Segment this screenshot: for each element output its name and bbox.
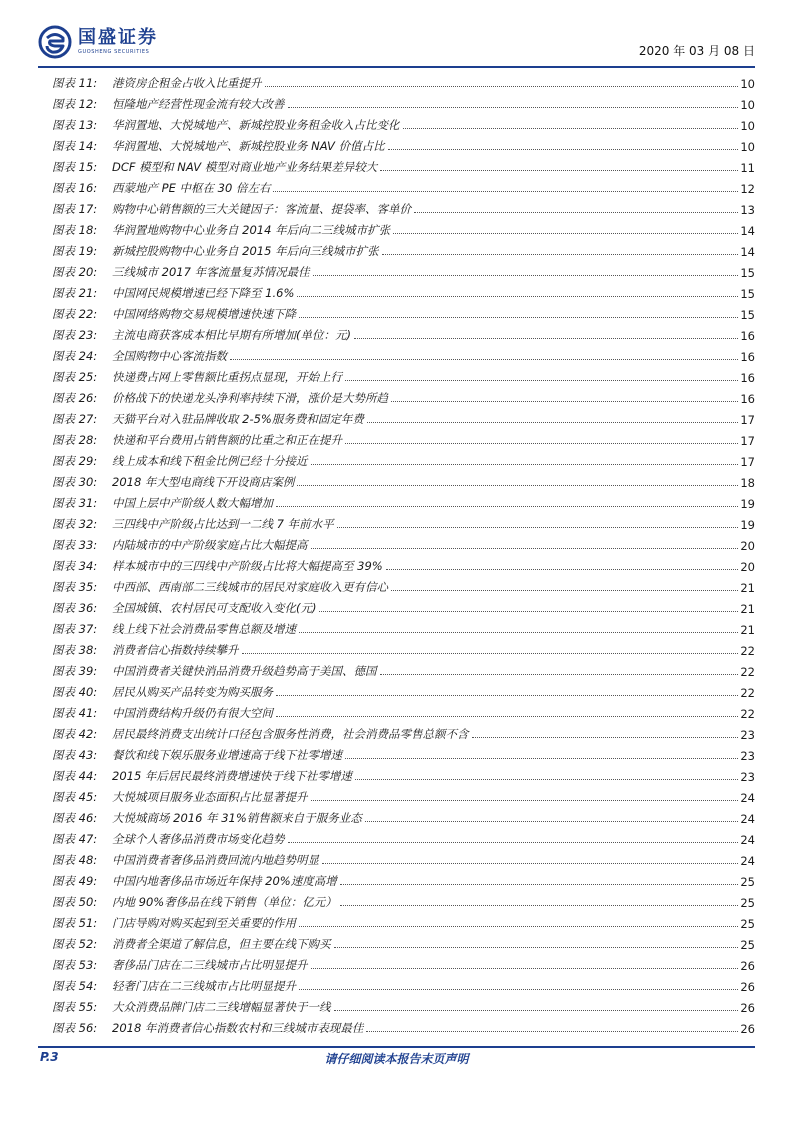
toc-entry[interactable] bbox=[52, 427, 755, 448]
toc-entry-label: 图表 45: bbox=[52, 790, 98, 804]
toc-entry[interactable] bbox=[52, 259, 755, 280]
toc-dot-leader bbox=[403, 127, 739, 129]
toc-entry-page: 24 bbox=[740, 812, 755, 826]
toc-entry[interactable] bbox=[52, 511, 755, 532]
toc-entry-page: 17 bbox=[740, 434, 755, 448]
toc-entry[interactable] bbox=[52, 133, 755, 154]
toc-entry-page: 16 bbox=[740, 350, 755, 364]
toc-entry-title: 内陆城市的中产阶级家庭占比大幅提高 bbox=[112, 538, 308, 552]
toc-dot-leader bbox=[230, 358, 738, 360]
toc-entry-page: 25 bbox=[740, 917, 755, 931]
toc-entry-label: 图表 32: bbox=[52, 517, 98, 531]
toc-entry-page: 22 bbox=[740, 665, 755, 679]
toc-entry-label: 图表 30: bbox=[52, 475, 98, 489]
toc-entry-label: 图表 22: bbox=[52, 307, 98, 321]
toc-entry-page: 19 bbox=[740, 518, 755, 532]
toc-entry-label: 图表 44: bbox=[52, 769, 98, 783]
toc-dot-leader bbox=[273, 190, 738, 192]
toc-entry-title: 天猫平台对入驻品牌收取 2-5%服务费和固定年费 bbox=[112, 412, 364, 426]
toc-entry-title: 购物中心销售额的三大关键因子：客流量、提袋率、客单价 bbox=[112, 202, 411, 216]
toc-entry[interactable] bbox=[52, 364, 755, 385]
toc-entry-page: 25 bbox=[740, 896, 755, 910]
toc-entry-page: 10 bbox=[740, 98, 755, 112]
toc-dot-leader bbox=[311, 967, 739, 969]
toc-dot-leader bbox=[380, 673, 739, 675]
toc-dot-leader bbox=[391, 400, 738, 402]
toc-entry-title: 三线城市 2017 年客流量复苏情况最佳 bbox=[112, 265, 310, 279]
toc-dot-leader bbox=[297, 484, 738, 486]
toc-entry-title: 西蒙地产 PE 中枢在 30 倍左右 bbox=[112, 181, 271, 195]
toc-entry-label: 图表 56: bbox=[52, 1021, 98, 1035]
toc-dot-leader bbox=[345, 442, 738, 444]
toc-entry[interactable] bbox=[52, 994, 755, 1015]
toc-entry-page: 22 bbox=[740, 686, 755, 700]
toc-entry-page: 10 bbox=[740, 77, 755, 91]
toc-entry[interactable] bbox=[52, 952, 755, 973]
toc-dot-leader bbox=[299, 925, 738, 927]
toc-entry[interactable] bbox=[52, 238, 755, 259]
toc-dot-leader bbox=[313, 274, 739, 276]
toc-entry-page: 21 bbox=[740, 623, 755, 637]
toc-entry-title: 华润置地购物中心业务自 2014 年后向二三线城市扩张 bbox=[112, 223, 391, 237]
toc-entry-page: 10 bbox=[740, 140, 755, 154]
brand-logo bbox=[38, 22, 158, 62]
toc-entry-page: 21 bbox=[740, 581, 755, 595]
toc-entry-label: 图表 40: bbox=[52, 685, 98, 699]
toc-entry-page: 16 bbox=[740, 392, 755, 406]
toc-entry-label: 图表 38: bbox=[52, 643, 98, 657]
toc-entry[interactable] bbox=[52, 700, 755, 721]
toc-entry-page: 15 bbox=[740, 308, 755, 322]
toc-entry-label: 图表 13: bbox=[52, 118, 98, 132]
toc-entry-label: 图表 31: bbox=[52, 496, 98, 510]
toc-entry-title: 新城控股购物中心业务自 2015 年后向三线城市扩张 bbox=[112, 244, 379, 258]
toc-entry-title: 华润置地、大悦城地产、新城控股业务租金收入占比变化 bbox=[112, 118, 400, 132]
toc-entry-title: 餐饮和线下娱乐服务业增速高于线下社零增速 bbox=[112, 748, 342, 762]
page-number: P.3 bbox=[40, 1050, 59, 1064]
toc-dot-leader bbox=[367, 421, 738, 423]
toc-entry[interactable] bbox=[52, 616, 755, 637]
toc-dot-leader bbox=[345, 379, 738, 381]
toc-entry-label: 图表 33: bbox=[52, 538, 98, 552]
toc-entry[interactable] bbox=[52, 322, 755, 343]
toc-dot-leader bbox=[334, 1009, 739, 1011]
toc-dot-leader bbox=[242, 652, 739, 654]
toc-entry-title: 主流电商获客成本相比早期有所增加(单位：元) bbox=[112, 328, 351, 342]
toc-entry-title: 快递和平台费用占销售额的比重之和正在提升 bbox=[112, 433, 342, 447]
toc-entry-label: 图表 18: bbox=[52, 223, 98, 237]
toc-entry-label: 图表 53: bbox=[52, 958, 98, 972]
toc-entry-page: 12 bbox=[740, 182, 755, 196]
toc-entry-label: 图表 12: bbox=[52, 97, 98, 111]
toc-entry[interactable] bbox=[52, 490, 755, 511]
toc-entry[interactable] bbox=[52, 196, 755, 217]
toc-entry[interactable] bbox=[52, 847, 755, 868]
toc-entry-title: 快递费占网上零售额比重拐点显现，开始上行 bbox=[112, 370, 342, 384]
toc-entry[interactable] bbox=[52, 217, 755, 238]
toc-dot-leader bbox=[472, 736, 739, 738]
toc-entry[interactable] bbox=[52, 910, 755, 931]
toc-entry-label: 图表 16: bbox=[52, 181, 98, 195]
toc-entry-label: 图表 42: bbox=[52, 727, 98, 741]
toc-entry-title: 三四线中产阶级占比达到一二线 7 年前水平 bbox=[112, 517, 334, 531]
toc-entry-label: 图表 17: bbox=[52, 202, 98, 216]
toc-entry-title: 全国购物中心客流指数 bbox=[112, 349, 227, 363]
report-date: 2020 年 03 月 08 日 bbox=[638, 44, 755, 58]
toc-entry-title: 中国网民规模增速已经下降至 1.6% bbox=[112, 286, 295, 300]
toc-dot-leader bbox=[276, 715, 738, 717]
toc-dot-leader bbox=[311, 547, 739, 549]
toc-entry-label: 图表 26: bbox=[52, 391, 98, 405]
toc-entry[interactable] bbox=[52, 574, 755, 595]
toc-entry-page: 11 bbox=[740, 161, 755, 175]
toc-entry[interactable] bbox=[52, 931, 755, 952]
toc-entry-label: 图表 47: bbox=[52, 832, 98, 846]
toc-entry-label: 图表 48: bbox=[52, 853, 98, 867]
toc-entry-title: 大众消费品牌门店二三线增幅显著快于一线 bbox=[112, 1000, 331, 1014]
toc-entry-page: 26 bbox=[740, 1022, 755, 1036]
toc-dot-leader bbox=[340, 883, 739, 885]
toc-entry-label: 图表 19: bbox=[52, 244, 98, 258]
toc-entry-title: 中国消费者奢侈品消费回流内地趋势明显 bbox=[112, 853, 319, 867]
toc-entry-title: 恒隆地产经营性现金流有较大改善 bbox=[112, 97, 285, 111]
disclaimer-note: 请仔细阅读本报告末页声明 bbox=[324, 1052, 469, 1066]
guosheng-logo-icon bbox=[38, 25, 72, 59]
toc-dot-leader bbox=[382, 253, 739, 255]
toc-entry-page: 26 bbox=[740, 1001, 755, 1015]
toc-dot-leader bbox=[391, 589, 738, 591]
toc-dot-leader bbox=[355, 778, 738, 780]
toc-entry-page: 17 bbox=[740, 455, 755, 469]
toc-entry-page: 15 bbox=[740, 266, 755, 280]
toc-entry-title: 内地 90%奢侈品在线下销售（单位：亿元） bbox=[112, 895, 337, 909]
toc-entry-title: 线上线下社会消费品零售总额及增速 bbox=[112, 622, 296, 636]
brand-name-cn: 国盛证券 bbox=[78, 27, 158, 48]
toc-entry-label: 图表 54: bbox=[52, 979, 98, 993]
toc-entry-page: 10 bbox=[740, 119, 755, 133]
toc-entry-label: 图表 29: bbox=[52, 454, 98, 468]
toc-dot-leader bbox=[299, 631, 738, 633]
toc-entry-page: 15 bbox=[740, 287, 755, 301]
toc-dot-leader bbox=[299, 988, 738, 990]
toc-entry[interactable] bbox=[52, 1015, 755, 1036]
toc-entry[interactable] bbox=[52, 784, 755, 805]
toc-entry-title: 样本城市中的三四线中产阶级占比将大幅提高至 39% bbox=[112, 559, 383, 573]
toc-entry-page: 14 bbox=[740, 224, 755, 238]
toc-entry-page: 17 bbox=[740, 413, 755, 427]
toc-entry-label: 图表 21: bbox=[52, 286, 98, 300]
toc-entry-label: 图表 43: bbox=[52, 748, 98, 762]
toc-entry[interactable] bbox=[52, 637, 755, 658]
toc-entry[interactable] bbox=[52, 868, 755, 889]
toc-dot-leader bbox=[365, 820, 739, 822]
toc-entry[interactable] bbox=[52, 763, 755, 784]
toc-dot-leader bbox=[265, 85, 739, 87]
toc-entry[interactable] bbox=[52, 385, 755, 406]
toc-entry-title: 2018 年消费者信心指数农村和三线城市表现最佳 bbox=[112, 1021, 364, 1035]
toc-entry-title: 全球个人奢侈品消费市场变化趋势 bbox=[112, 832, 285, 846]
toc-entry-label: 图表 24: bbox=[52, 349, 98, 363]
figure-list bbox=[52, 70, 755, 1036]
toc-entry-label: 图表 15: bbox=[52, 160, 98, 174]
toc-entry-title: 奢侈品门店在二三线城市占比明显提升 bbox=[112, 958, 308, 972]
toc-entry-label: 图表 11: bbox=[52, 76, 98, 90]
toc-entry[interactable] bbox=[52, 532, 755, 553]
toc-entry[interactable] bbox=[52, 595, 755, 616]
toc-entry-label: 图表 28: bbox=[52, 433, 98, 447]
toc-entry-title: 大悦城商场 2016 年 31%销售额来自于服务业态 bbox=[112, 811, 362, 825]
toc-entry-title: 华润置地、大悦城地产、新城控股业务 NAV 价值占比 bbox=[112, 139, 385, 153]
toc-entry-title: DCF 模型和 NAV 模型对商业地产业务结果差异较大 bbox=[112, 160, 378, 174]
toc-dot-leader bbox=[322, 862, 738, 864]
toc-entry-label: 图表 27: bbox=[52, 412, 98, 426]
toc-entry-label: 图表 46: bbox=[52, 811, 98, 825]
toc-entry-page: 14 bbox=[740, 245, 755, 259]
toc-dot-leader bbox=[414, 211, 738, 213]
toc-entry-label: 图表 23: bbox=[52, 328, 98, 342]
toc-entry-label: 图表 52: bbox=[52, 937, 98, 951]
toc-dot-leader bbox=[337, 526, 739, 528]
toc-entry-title: 全国城镇、农村居民可支配收入变化(元) bbox=[112, 601, 317, 615]
toc-entry-page: 13 bbox=[740, 203, 755, 217]
toc-entry[interactable] bbox=[52, 70, 755, 91]
toc-entry-page: 24 bbox=[740, 833, 755, 847]
toc-entry-title: 居民从购买产品转变为购买服务 bbox=[112, 685, 273, 699]
toc-entry-label: 图表 36: bbox=[52, 601, 98, 615]
toc-dot-leader bbox=[354, 337, 738, 339]
toc-entry-page: 20 bbox=[740, 539, 755, 553]
toc-dot-leader bbox=[299, 316, 738, 318]
toc-dot-leader bbox=[366, 1030, 738, 1032]
toc-entry[interactable] bbox=[52, 280, 755, 301]
toc-entry-page: 25 bbox=[740, 938, 755, 952]
toc-dot-leader bbox=[380, 169, 738, 171]
toc-dot-leader bbox=[345, 757, 738, 759]
toc-dot-leader bbox=[288, 841, 739, 843]
toc-entry-title: 中西部、西南部二三线城市的居民对家庭收入更有信心 bbox=[112, 580, 388, 594]
toc-entry-page: 22 bbox=[740, 707, 755, 721]
toc-dot-leader bbox=[334, 946, 739, 948]
toc-entry-page: 21 bbox=[740, 602, 755, 616]
toc-entry-label: 图表 35: bbox=[52, 580, 98, 594]
toc-entry-page: 18 bbox=[740, 476, 755, 490]
toc-entry[interactable] bbox=[52, 469, 755, 490]
toc-entry-title: 中国内地奢侈品市场近年保持 20%速度高增 bbox=[112, 874, 337, 888]
toc-dot-leader bbox=[276, 505, 738, 507]
toc-entry[interactable] bbox=[52, 553, 755, 574]
toc-entry[interactable] bbox=[52, 805, 755, 826]
toc-entry-label: 图表 55: bbox=[52, 1000, 98, 1014]
toc-entry-title: 线上成本和线下租金比例已经十分接近 bbox=[112, 454, 308, 468]
toc-entry-title: 大悦城项目服务业态面积占比显著提升 bbox=[112, 790, 308, 804]
toc-entry-title: 港资房企租金占收入比重提升 bbox=[112, 76, 262, 90]
toc-entry[interactable] bbox=[52, 973, 755, 994]
toc-dot-leader bbox=[311, 463, 739, 465]
brand-name-en: GUOSHENG SECURITIES bbox=[78, 49, 150, 55]
toc-dot-leader bbox=[276, 694, 738, 696]
toc-entry[interactable] bbox=[52, 448, 755, 469]
toc-entry-page: 16 bbox=[740, 371, 755, 385]
toc-entry[interactable] bbox=[52, 301, 755, 322]
toc-entry[interactable] bbox=[52, 343, 755, 364]
toc-entry-title: 消费者全渠道了解信息，但主要在线下购买 bbox=[112, 937, 331, 951]
toc-dot-leader bbox=[388, 148, 739, 150]
toc-entry[interactable] bbox=[52, 406, 755, 427]
toc-dot-leader bbox=[386, 568, 739, 570]
toc-entry-label: 图表 20: bbox=[52, 265, 98, 279]
toc-entry-title: 价格战下的快递龙头净利率持续下滑，涨价是大势所趋 bbox=[112, 391, 388, 405]
toc-entry-title: 中国网络购物交易规模增速快速下降 bbox=[112, 307, 296, 321]
toc-entry-page: 19 bbox=[740, 497, 755, 511]
toc-entry-label: 图表 51: bbox=[52, 916, 98, 930]
toc-entry[interactable] bbox=[52, 889, 755, 910]
toc-dot-leader bbox=[311, 799, 739, 801]
footer-divider bbox=[38, 1046, 755, 1048]
header-divider bbox=[38, 66, 755, 68]
toc-entry-page: 23 bbox=[740, 728, 755, 742]
toc-entry-page: 23 bbox=[740, 770, 755, 784]
toc-entry-title: 中国消费者关键快消品消费升级趋势高于美国、德国 bbox=[112, 664, 377, 678]
toc-entry[interactable] bbox=[52, 826, 755, 847]
toc-entry-label: 图表 14: bbox=[52, 139, 98, 153]
toc-entry-page: 22 bbox=[740, 644, 755, 658]
toc-entry[interactable] bbox=[52, 742, 755, 763]
toc-dot-leader bbox=[288, 106, 739, 108]
toc-entry[interactable] bbox=[52, 175, 755, 196]
toc-entry-label: 图表 49: bbox=[52, 874, 98, 888]
toc-entry[interactable] bbox=[52, 154, 755, 175]
toc-entry-page: 24 bbox=[740, 791, 755, 805]
toc-dot-leader bbox=[297, 295, 738, 297]
toc-entry-label: 图表 37: bbox=[52, 622, 98, 636]
toc-entry-page: 25 bbox=[740, 875, 755, 889]
toc-entry[interactable] bbox=[52, 679, 755, 700]
toc-entry-label: 图表 34: bbox=[52, 559, 98, 573]
toc-entry-page: 16 bbox=[740, 329, 755, 343]
toc-entry-page: 24 bbox=[740, 854, 755, 868]
toc-entry[interactable] bbox=[52, 721, 755, 742]
toc-entry-page: 20 bbox=[740, 560, 755, 574]
toc-entry-title: 中国消费结构升级仍有很大空间 bbox=[112, 706, 273, 720]
toc-entry-title: 中国上层中产阶级人数大幅增加 bbox=[112, 496, 273, 510]
toc-dot-leader bbox=[340, 904, 739, 906]
toc-entry-title: 消费者信心指数持续攀升 bbox=[112, 643, 239, 657]
toc-entry-label: 图表 39: bbox=[52, 664, 98, 678]
toc-entry-label: 图表 25: bbox=[52, 370, 98, 384]
toc-entry-label: 图表 41: bbox=[52, 706, 98, 720]
toc-dot-leader bbox=[319, 610, 738, 612]
toc-entry[interactable] bbox=[52, 112, 755, 133]
toc-entry-title: 2015 年后居民最终消费增速快于线下社零增速 bbox=[112, 769, 352, 783]
toc-entry-title: 轻奢门店在二三线城市占比明显提升 bbox=[112, 979, 296, 993]
toc-entry-title: 门店导购对购买起到至关重要的作用 bbox=[112, 916, 296, 930]
toc-entry[interactable] bbox=[52, 91, 755, 112]
toc-entry-page: 26 bbox=[740, 959, 755, 973]
toc-entry-label: 图表 50: bbox=[52, 895, 98, 909]
page-header bbox=[38, 22, 755, 62]
toc-entry-page: 26 bbox=[740, 980, 755, 994]
toc-entry-title: 2018 年大型电商线下开设商店案例 bbox=[112, 475, 295, 489]
toc-entry-title: 居民最终消费支出统计口径包含服务性消费，社会消费品零售总额不含 bbox=[112, 727, 469, 741]
toc-dot-leader bbox=[393, 232, 738, 234]
toc-entry[interactable] bbox=[52, 658, 755, 679]
toc-entry-page: 23 bbox=[740, 749, 755, 763]
